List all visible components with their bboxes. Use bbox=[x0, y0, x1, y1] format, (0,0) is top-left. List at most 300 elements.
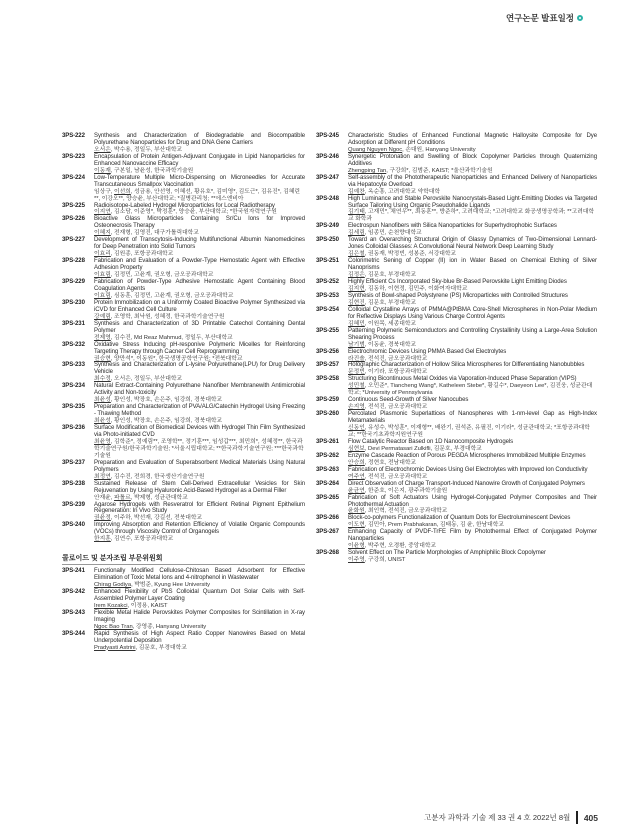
entry-body bbox=[94, 610, 305, 631]
poster-entry bbox=[62, 237, 305, 258]
poster-code: 3PS-228 bbox=[62, 258, 85, 265]
entry-body bbox=[94, 631, 305, 652]
presenting-author: 안승희 bbox=[348, 459, 365, 466]
poster-title: Colloidal Crystalline Arrays of PMMA@PtBMA Core-Shell Microspheres in Non-Polar Medium for Reflective Displays Using Various Charge Control Agents bbox=[348, 306, 597, 320]
poster-code: 3PS-223 bbox=[62, 153, 85, 160]
poster-title: Improving Absorption and Retention Efficiency of Volatile Organic Compounds (VOCs) through Viscosity Control of Organogels bbox=[94, 522, 305, 536]
presenting-author: 성민철 bbox=[348, 383, 365, 390]
author-line bbox=[348, 147, 597, 154]
circle-icon bbox=[577, 15, 583, 21]
poster-entry bbox=[316, 453, 597, 467]
poster-title: Rapid Synthesis of High Aspect Ratio Copper Nanowires Based on Metal Underpotential Deposition bbox=[94, 630, 305, 644]
author-line bbox=[348, 488, 597, 495]
poster-entry bbox=[62, 216, 305, 237]
author-line bbox=[94, 418, 305, 425]
poster-code: 3PS-247 bbox=[316, 174, 339, 181]
entry-body bbox=[94, 362, 305, 383]
poster-entry bbox=[316, 258, 597, 279]
presenting-author: 문정빈 bbox=[348, 369, 365, 376]
entry-body bbox=[94, 522, 305, 543]
poster-entry bbox=[316, 397, 597, 411]
presenting-author: 남기범 bbox=[348, 341, 365, 348]
poster-code: 3PS-250 bbox=[316, 237, 339, 244]
poster-code: 3PS-266 bbox=[316, 515, 339, 522]
author-line bbox=[348, 522, 597, 529]
poster-code: 3PS-242 bbox=[62, 589, 85, 596]
entry-body bbox=[348, 362, 597, 376]
poster-entry bbox=[316, 495, 597, 516]
poster-code: 3PS-245 bbox=[316, 133, 339, 139]
presenting-author: 한지훈 bbox=[94, 536, 111, 543]
poster-title: Fabrication of Electrochromic Devices Using Gel Electrolytes with Improved Ion Conductivity bbox=[348, 466, 588, 473]
presenting-author: Chirag Godiya bbox=[94, 582, 132, 589]
poster-title: Highly Efficient Cs Incorporated Sky-blue Br-Based Perovskite Light Emitting Diodes bbox=[348, 279, 567, 286]
poster-code: 3PS-258 bbox=[316, 376, 339, 383]
author-line bbox=[94, 209, 305, 216]
poster-entry bbox=[62, 133, 305, 154]
poster-code: 3PS-252 bbox=[316, 279, 339, 286]
entry-body bbox=[348, 411, 597, 439]
presenting-author: 김은철 bbox=[348, 251, 365, 258]
poster-title: Sustained Release of Stem Cell-Derived Extracellular Vesicles for Skin Rejuvenation by Using Hyaluronic Acid-Based Hydrogel as a Dermal Filler bbox=[94, 480, 305, 494]
author-line bbox=[94, 515, 305, 522]
entry-body bbox=[348, 376, 597, 397]
poster-entry bbox=[316, 376, 597, 397]
poster-entry bbox=[62, 404, 305, 425]
poster-code: 3PS-248 bbox=[316, 195, 339, 202]
presenting-author: Pradyasti Astrini bbox=[94, 644, 136, 651]
poster-entry bbox=[316, 133, 597, 154]
author-line bbox=[94, 168, 305, 175]
poster-code: 3PS-238 bbox=[62, 480, 85, 487]
poster-title: Natural Extract-Containing Polyurethane Nanofiber Membranewith Antimicrobial Activity and Non-toxicity bbox=[94, 383, 305, 397]
authors-after: , 이원목, 세종대학교 bbox=[364, 320, 417, 327]
poster-entry bbox=[62, 342, 305, 363]
poster-entry bbox=[316, 349, 597, 363]
author-line bbox=[348, 300, 597, 307]
poster-title: Synthesis of Bowl-shaped Polystyrene (PS) Microparticles with Controlled Structures bbox=[348, 292, 568, 299]
presenting-author: 윤균연 bbox=[348, 487, 365, 494]
presenting-author: 전제영 bbox=[94, 334, 111, 341]
entry-body bbox=[348, 258, 597, 279]
presenting-author: 이선희 bbox=[114, 188, 131, 195]
author-line bbox=[348, 230, 597, 237]
authors-after: , 성금용, 안선영, 이혜선, 황유호*, 김미영*, 김도근*, 김유진*, 김혜린**, 이강오**, 양승윤, 부산대학교; *질병관리청; **에스엔비아 bbox=[94, 188, 301, 202]
poster-entry bbox=[316, 362, 597, 376]
poster-code: 3PS-254 bbox=[316, 306, 339, 313]
entry-body bbox=[348, 328, 597, 349]
presenting-author: 이주영 bbox=[348, 557, 365, 564]
presenting-author: Irem Kozakci bbox=[94, 602, 128, 609]
poster-entry bbox=[62, 203, 305, 217]
author-line bbox=[94, 251, 305, 258]
authors-after: , 박범준, Kyung Hee University bbox=[131, 582, 211, 589]
poster-code: 3PS-224 bbox=[62, 174, 85, 181]
poster-entry bbox=[62, 502, 305, 523]
authors-after: , 이주하, 박선재, 강길선, 전북대학교 bbox=[110, 515, 203, 522]
poster-code: 3PS-259 bbox=[316, 397, 339, 404]
poster-code: 3PS-236 bbox=[62, 425, 85, 432]
authors-after: , 전석진, 금오공과대학교 bbox=[364, 355, 428, 362]
poster-code: 3PS-257 bbox=[316, 362, 339, 369]
entry-body bbox=[94, 589, 305, 610]
entry-list bbox=[62, 133, 305, 543]
poster-title: Flexible Metal Halide Perovskites Polymer Composites for Scintillation in X-ray Imaging bbox=[94, 609, 305, 623]
authors-after: , 김민아, Prem Prabhakaran, 김태동, 김 윤, 한남대학교 bbox=[364, 522, 504, 529]
presenting-author: 김기태 bbox=[348, 209, 365, 216]
poster-title: Bioactive Glass Microparticles Containing Sr/Cu Ions for Improved Osteonecrosis Therapy bbox=[94, 216, 305, 230]
authors-after: , 최인혁, 전석진, 금오공과대학교 bbox=[364, 508, 448, 515]
authors-after: , 조영학, 최낙원, 성혜정, 한국과학기술연구원 bbox=[110, 313, 225, 320]
author-line bbox=[348, 286, 597, 293]
authors-after: , Devi Permatasari Zulkifli, 김문호, 부경대학교 bbox=[364, 445, 482, 452]
page-header bbox=[506, 12, 583, 24]
poster-title: Preparation and Characterization of PVA/ALG/Catechin Hydrogel Using Freezing - Thawing Method bbox=[94, 404, 305, 418]
poster-code: 3PS-243 bbox=[62, 609, 85, 616]
authors-before: 안재윤, bbox=[94, 494, 115, 501]
entry-body bbox=[94, 300, 305, 321]
poster-title: Oxidative Stress Inducing pH-responive Polymeric Micelles for Reinforcing Targeting Therapy through Cacner Cell Reprogramming bbox=[94, 341, 305, 355]
poster-code: 3PS-222 bbox=[62, 133, 85, 139]
poster-title: Agarose Hydrogels with Resveratrol for Efficient Retinal Pigment Epithelium Regeneration: In Vivo Study bbox=[94, 501, 305, 515]
entry-body bbox=[348, 237, 597, 258]
poster-title: Preparation and Evaluation of Superabsorbent Medical Materials Using Natural Polymers bbox=[94, 459, 305, 473]
entry-body bbox=[348, 453, 597, 467]
presenting-author: 김혜민 bbox=[348, 320, 365, 327]
author-line bbox=[94, 474, 305, 481]
poster-entry bbox=[316, 223, 597, 237]
poster-code: 3PS-229 bbox=[62, 279, 85, 286]
entry-body bbox=[94, 502, 305, 523]
poster-entry bbox=[316, 467, 597, 481]
poster-title: Solvent Effect on The Particle Morphologies of Amphiphilic Block Copolymer bbox=[348, 550, 546, 557]
poster-title: Low-Temperature Multiple Micro-Dispensing on Microneedles for Accurate Transcutaneous Smallpox Vaccination bbox=[94, 174, 305, 188]
author-line bbox=[94, 439, 305, 460]
author-line bbox=[348, 383, 597, 397]
poster-entry bbox=[62, 568, 305, 589]
authors-after: , 김정민, 고윤계, 권오형, 금오공과대학교 bbox=[110, 272, 214, 279]
poster-title: Enzyme Cascade Reaction of Porous PEGDA Microspheres Immobilized Multiple Enzymes bbox=[348, 452, 586, 459]
poster-entry bbox=[62, 460, 305, 481]
poster-entry bbox=[62, 610, 305, 631]
poster-entry bbox=[316, 439, 597, 453]
page-number: 405 bbox=[583, 812, 598, 823]
entry-body bbox=[348, 293, 597, 307]
authors-after: , 박제형, 성균관대학교 bbox=[130, 494, 188, 501]
authors-after: , 황인성, 박장호, 손은주, 임강희, 경북대학교 bbox=[110, 418, 223, 425]
poster-code: 3PS-267 bbox=[316, 529, 339, 536]
entry-body bbox=[348, 307, 597, 328]
poster-title: Fabrication of Powder-Type Adhesive Hemostatic Agent Containing Blood Coagulation Agents bbox=[94, 279, 305, 292]
poster-title: Holographic Characterization of Hollow Silica Microspheres for Differentiating Nanobubbles bbox=[348, 362, 585, 369]
presenting-author: Quang Nguyen Ngoc bbox=[348, 146, 403, 153]
poster-code: 3PS-244 bbox=[62, 630, 85, 637]
poster-entry bbox=[62, 481, 305, 502]
right-column bbox=[316, 133, 597, 564]
authors-after: , 권동재, 박정빈, 성봉준, 서강대학교 bbox=[364, 251, 457, 258]
entry-body bbox=[94, 175, 305, 203]
poster-entry bbox=[62, 175, 305, 203]
author-line bbox=[348, 474, 597, 481]
poster-code: 3PS-240 bbox=[62, 522, 85, 529]
author-line bbox=[94, 356, 305, 363]
poster-code: 3PS-260 bbox=[316, 411, 339, 418]
poster-entry bbox=[62, 425, 305, 460]
poster-entry bbox=[62, 154, 305, 175]
presenting-author: 김예찬 bbox=[348, 188, 365, 195]
presenting-author: 김정은 bbox=[348, 272, 365, 279]
poster-code: 3PS-255 bbox=[316, 327, 339, 334]
entry-body bbox=[94, 237, 305, 258]
author-line bbox=[348, 425, 597, 439]
author-line bbox=[94, 624, 305, 631]
authors-after: , 구강희*, 김범준, KAIST; *울산과학기술원 bbox=[386, 167, 493, 174]
poster-entry bbox=[62, 258, 305, 279]
poster-code: 3PS-231 bbox=[62, 320, 85, 327]
authors-after: , 구강희, UNIST bbox=[364, 557, 406, 564]
authors-after: , 박주현, 오경환, 중앙대학교 bbox=[364, 543, 437, 550]
entry-body bbox=[94, 258, 305, 279]
left-column bbox=[62, 133, 305, 652]
authors-after: , 오민준*, Tiancheng Wang*, Katheleen Stebe*, 황길수*, Daeyeon Lee*, 김진웅, 성균관대학교; *University of Pennsylvania bbox=[348, 383, 593, 397]
poster-code: 3PS-226 bbox=[62, 216, 85, 223]
entry-body bbox=[94, 568, 305, 589]
author-line bbox=[348, 342, 597, 349]
poster-title: Fabrication and Evaluation of a Powder-Type Hemostatic Agent with Effective Adhesion Property bbox=[94, 258, 305, 272]
page-footer bbox=[424, 811, 598, 824]
presenting-author: 최윤성 bbox=[94, 397, 111, 404]
poster-code: 3PS-268 bbox=[316, 550, 339, 557]
authors-after: , 임종민, 순천향대학교 bbox=[364, 230, 422, 237]
authors-after: , 옥순흥, 고려대학교 약학대학 bbox=[364, 188, 441, 195]
section-entry-list bbox=[62, 568, 305, 651]
poster-entry bbox=[62, 383, 305, 404]
poster-title: Self-assembly of the Phototherapeutic Nanoparticles and Enhanced Delivery of Nanoparticles via Hepatocyte Overload bbox=[348, 174, 597, 188]
entry-body bbox=[348, 154, 597, 175]
poster-entry bbox=[316, 515, 597, 529]
poster-title: Enhanced Flexibility of PbS Colloidal Quantum Dot Solar Cells with Self-Assembled Polymer Layer Coating bbox=[94, 589, 305, 602]
poster-entry bbox=[62, 321, 305, 342]
journal-info: 고분자 과학과 기술 제 33 권 4 호 2022년 8월 bbox=[424, 813, 571, 822]
poster-title: Fabrication of Soft Actuators Using Hydrogel-Conjugated Polymer Composites and Their Photothermal Actuation bbox=[348, 494, 597, 508]
poster-code: 3PS-265 bbox=[316, 494, 339, 501]
author-line bbox=[348, 356, 597, 363]
entry-body bbox=[94, 383, 305, 404]
presenting-author: 라진솔 bbox=[348, 355, 365, 362]
author-line bbox=[348, 369, 597, 376]
entry-body bbox=[94, 342, 305, 363]
author-line bbox=[94, 147, 305, 154]
entry-body bbox=[348, 196, 597, 224]
authors-after: , 김소담, 이준영*, 박정훈*, 양승윤, 부산대학교; *한국원자력연구원 bbox=[110, 209, 277, 216]
entry-body bbox=[94, 133, 305, 154]
poster-title: Enhancing Capacity of PVDF-TrFE Film by Photothermal Effect of Conjugated Polymer Nanoparticles bbox=[348, 529, 597, 543]
poster-code: 3PS-246 bbox=[316, 153, 339, 160]
presenting-author: 이효림 bbox=[94, 272, 111, 279]
entry-body bbox=[348, 515, 597, 529]
authors-before: 임상구, bbox=[94, 188, 115, 195]
poster-title: Characteristic Studies of Enhanced Functional Magnetic Halloysite Composite for Dye Adsorption at Different pH Conditions bbox=[348, 133, 597, 146]
presenting-author: 최정연 bbox=[94, 473, 111, 480]
poster-entry bbox=[62, 631, 305, 652]
poster-code: 3PS-230 bbox=[62, 299, 85, 306]
poster-entry bbox=[62, 300, 305, 321]
presenting-author: 오서은 bbox=[94, 146, 111, 153]
author-line bbox=[94, 495, 305, 502]
poster-title: Block-co-polymers Functionalization of Quantum Dots for Electroluminescent Devices bbox=[348, 515, 571, 522]
poster-title: Synthesis and Characterization of Biodegradable and Biocompatible Polyurethane Nanoparticles for Drug and DNA Gene Carriers bbox=[94, 133, 305, 146]
entry-body bbox=[94, 203, 305, 217]
author-line bbox=[94, 536, 305, 543]
presenting-author: 신동인 bbox=[348, 425, 365, 432]
poster-entry bbox=[316, 196, 597, 224]
poster-entry bbox=[62, 589, 305, 610]
poster-entry bbox=[62, 279, 305, 300]
entry-body bbox=[348, 397, 597, 411]
author-line bbox=[348, 543, 597, 550]
author-line bbox=[348, 321, 597, 328]
authors-after: , 김문호, 부경대학교 bbox=[135, 644, 187, 651]
authors-after: , 김수진, 전희경, 한국생산기술연구원 bbox=[110, 473, 205, 480]
author-line bbox=[94, 603, 305, 610]
authors-after: , 김수진, Md Reaz Mahmud, 정일두, 부산대학교 bbox=[110, 334, 233, 341]
author-line bbox=[94, 293, 305, 300]
poster-code: 3PS-264 bbox=[316, 480, 339, 487]
entry-body bbox=[94, 481, 305, 502]
author-line bbox=[94, 645, 305, 652]
poster-entry bbox=[316, 307, 597, 328]
poster-code: 3PS-251 bbox=[316, 258, 339, 265]
header-title: 연구논문 발표일정 bbox=[505, 13, 574, 23]
poster-code: 3PS-256 bbox=[316, 348, 339, 355]
poster-title: High Luminance and Stable Perovskite Nanocrystals-Based Light-Emitting Diodes via Targeted Surface Tailoring Using Organic Pseudohalide Ligands bbox=[348, 195, 597, 209]
authors-after: , 정현호, 전남대학교 bbox=[364, 459, 417, 466]
author-line bbox=[348, 508, 597, 515]
poster-title: Toward an Overarching Structural Origin of Glassy Dynamics of Two-Dimensional Lennard-Jones Colloidal Glasses: A Convolutional Neural Network Deep Learning Study bbox=[348, 237, 597, 251]
poster-title: Percolated Plasmonic Superlattices of Nanospheres with 1-nm-level Gap as High-Index Metamaterials bbox=[348, 411, 597, 425]
entry-body bbox=[348, 279, 597, 293]
poster-title: Colorimetric Sening of Copper (II) ion in Water Based on Chemical Etching of Silver Nanoprisms bbox=[348, 258, 597, 272]
poster-code: 3PS-253 bbox=[316, 292, 339, 299]
entry-list bbox=[316, 133, 597, 564]
poster-entry bbox=[316, 328, 597, 349]
poster-title: Electrospun Nanofibers with Silica Nanoparticles for Superhydrophobic Surfaces bbox=[348, 223, 557, 230]
author-line bbox=[348, 272, 597, 279]
authors-after: , 한준호, 이은지, 광주과학기술원 bbox=[364, 487, 448, 494]
poster-title: Synthesis and Characterization of 3D Printable Catechol Containing Dental Polymer bbox=[94, 320, 305, 334]
presenting-author: 강예림 bbox=[94, 313, 111, 320]
author-line bbox=[348, 168, 597, 175]
presenting-author: 김현진 bbox=[348, 299, 365, 306]
poster-code: 3PS-227 bbox=[62, 237, 85, 244]
poster-code: 3PS-234 bbox=[62, 383, 85, 390]
authors-after: , 구본일, 남윤성, 한국과학기술원 bbox=[110, 167, 194, 174]
author-line bbox=[94, 397, 305, 404]
author-line bbox=[94, 335, 305, 342]
poster-title: Electrochromic Devices Using PMMA Based Gel Electrolytes bbox=[348, 348, 507, 355]
author-line bbox=[94, 272, 305, 279]
poster-entry bbox=[316, 154, 597, 175]
poster-code: 3PS-235 bbox=[62, 404, 85, 411]
presenting-author: 권윤정 bbox=[94, 515, 111, 522]
presenting-author: 이윤형 bbox=[348, 543, 365, 550]
authors-after: , 고재민*, 채연우**, 최동훈**, 방준하*, 고려대학교; *고려대학교 화공생명공학과; **고려대학교 화학과 bbox=[348, 209, 595, 223]
poster-entry bbox=[316, 293, 597, 307]
entry-body bbox=[348, 175, 597, 196]
entry-body bbox=[94, 460, 305, 481]
poster-title: Surface Modification of Biomedical Devices with Hydrogel Thin Film Synthesized via Photo-initiated CVD bbox=[94, 425, 305, 438]
entry-body bbox=[348, 467, 597, 481]
poster-entry bbox=[316, 175, 597, 196]
author-line bbox=[94, 189, 305, 203]
poster-title: Direct Observation of Charge Transport-Induced Nanowire Growth of Conjugated Polymers bbox=[348, 480, 585, 487]
entry-body bbox=[348, 529, 597, 550]
poster-entry bbox=[316, 550, 597, 564]
entry-body bbox=[348, 550, 597, 564]
authors-after: , 김문호, 부경대학교 bbox=[364, 299, 417, 306]
authors-after: , 유성수, 박성훈*, 이재형**, 배완기, 권석준, 유필진, 이기라*, 성균관대학교; *포항공과대학교; **한국기초과학지원연구원 bbox=[348, 425, 590, 438]
entry-body bbox=[94, 404, 305, 425]
poster-code: 3PS-233 bbox=[62, 362, 85, 369]
poster-entry bbox=[316, 529, 597, 550]
author-line bbox=[348, 557, 597, 564]
author-line bbox=[94, 582, 305, 589]
authors-after: , 김학준*, 정예림**, 조영학**, 정기훈***, 임성갑***, 최민희*, 성혜정**, 한국과학기술연구원/한국과학기술원; *서울시립대학교; **한국과학기술연구원; ***한국과학기술원 bbox=[94, 438, 304, 459]
author-line bbox=[348, 209, 597, 223]
authors-after: , 김연수, 포항공과대학교 bbox=[110, 536, 174, 543]
section-heading: 콜로이드 및 분자조립 부문위원회 bbox=[62, 556, 305, 565]
authors-after: , 전석진, 금오공과대학교 bbox=[364, 473, 428, 480]
poster-code: 3PS-239 bbox=[62, 501, 85, 508]
poster-entry bbox=[62, 362, 305, 383]
entry-body bbox=[348, 133, 597, 154]
author-line bbox=[348, 446, 597, 453]
presenting-author: 이도현 bbox=[348, 522, 365, 529]
authors-after: , 박수용, 정일두, 부산대학교 bbox=[110, 146, 183, 153]
presenting-author: 이동재 bbox=[94, 167, 111, 174]
poster-code: 3PS-262 bbox=[316, 452, 339, 459]
poster-title: Structuring Bicontinuous Metal Oxides via Vaporation-Induced Phase Separation (VIPS) bbox=[348, 376, 577, 383]
poster-title: Continuous Seed-Growth of Silver Nanocubes bbox=[348, 397, 469, 404]
poster-entry bbox=[316, 237, 597, 258]
poster-title: Synthesis and Characterization of L-lysine Polyurethane(LPU) for Drug Delivery Vehicle bbox=[94, 362, 305, 376]
poster-title: Encapsulation of Protein Antigen-Adjuvant Conjugate in Lipid Nanoparticles for Enhanced Nanovaccine Efficacy bbox=[94, 153, 305, 167]
poster-code: 3PS-241 bbox=[62, 568, 85, 575]
poster-code: 3PS-232 bbox=[62, 341, 85, 348]
poster-title: Protein Immobilization on a Uniformly Coated Bioactive Polymer Synthesized via iCVD for Enhanced Cell Culture bbox=[94, 299, 305, 313]
presenting-author: 최수정 bbox=[94, 376, 111, 383]
authors-after: , 황인성, 박장호, 손은주, 임강희, 경북대학교 bbox=[110, 397, 223, 404]
presenting-author: 김지현 bbox=[348, 285, 365, 292]
poster-code: 3PS-225 bbox=[62, 202, 85, 209]
authors-after: , 전재형, 김영진, 대구가톨릭대학교 bbox=[110, 230, 199, 237]
authors-after: , 이동윤, 경북대학교 bbox=[364, 341, 417, 348]
presenting-author: 여주연 bbox=[348, 473, 365, 480]
authors-after: , 강영종, Hanyang University bbox=[132, 623, 207, 630]
author-line bbox=[94, 376, 305, 383]
poster-code: 3PS-249 bbox=[316, 223, 339, 230]
authors-after: , 김원종, 포항공과대학교 bbox=[110, 251, 174, 258]
presenting-author: 이효림 bbox=[94, 292, 111, 299]
author-line bbox=[348, 460, 597, 467]
author-line bbox=[348, 189, 597, 196]
entry-body bbox=[348, 495, 597, 516]
poster-title: Development of Transcytosis-Inducing Multifunctional Albumin Nanomedicines for Deep Penetration into Solid Tumors bbox=[94, 237, 305, 251]
poster-title: Flow Catalytic Reactor Based on 1D Nanocomposite Hydrogels bbox=[348, 438, 514, 445]
presenting-author: 이효리 bbox=[94, 251, 111, 258]
poster-code: 3PS-237 bbox=[62, 459, 85, 466]
author-line bbox=[348, 404, 597, 411]
